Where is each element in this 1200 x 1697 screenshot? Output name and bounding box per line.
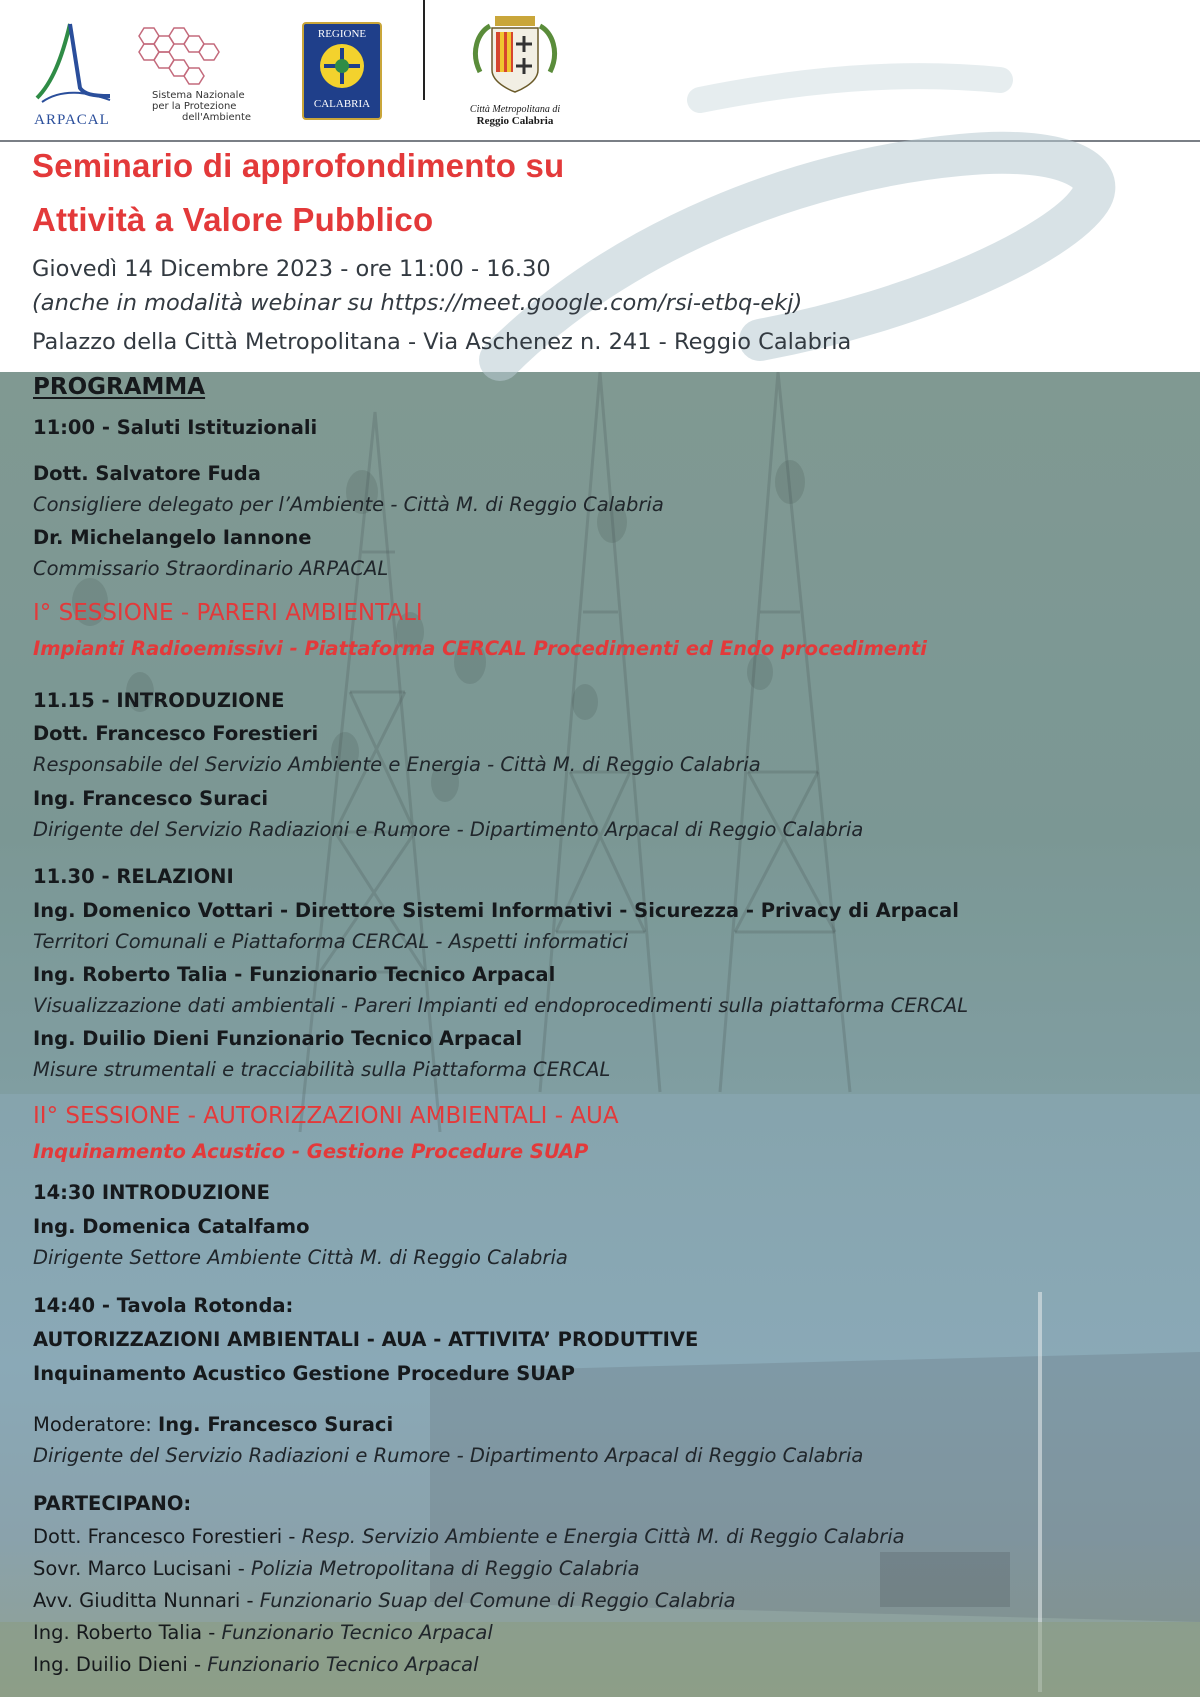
session-one-subtitle: Impianti Radioemissivi - Piattaforma CERCAL Procedimenti ed Endo procedimenti [33,637,927,660]
citta-line-2: Reggio Calabria [476,115,554,127]
seminar-title-line-1: Seminario di approfondimento su [32,147,565,184]
moderator-name: Ing. Francesco Suraci [158,1413,394,1436]
session-one-reports-time: 11.30 - RELAZIONI [33,865,234,888]
participant-role: Resp. Servizio Ambiente e Energia Città M. di Reggio Calabria [301,1525,905,1548]
snpa-line-3: dell'Ambiente [182,112,252,123]
round-table-time: 14:40 - Tavola Rotonda: [33,1294,294,1317]
participant-name: Ing. Roberto Talia - [33,1621,222,1644]
participant-name: Avv. Giuditta Nunnari - [33,1589,260,1612]
speaker-talia-topic: Visualizzazione dati ambientali - Pareri Impianti ed endoprocedimenti sulla piattaforma CERCAL [33,994,969,1017]
speaker-catalfamo-name: Ing. Domenica Catalfamo [33,1215,310,1238]
round-table-topic-1: AUTORIZZAZIONI AMBIENTALI - AUA - ATTIVITA’ PRODUTTIVE [33,1328,699,1351]
participant-role: Funzionario Tecnico Arpacal [221,1621,493,1644]
speaker-suraci-role: Dirigente del Servizio Radiazioni e Rumore - Dipartimento Arpacal di Reggio Calabria [33,818,864,841]
participants-heading: PARTECIPANO: [33,1492,192,1515]
moderator-line [33,1412,393,1438]
speaker-iannone-name: Dr. Michelangelo Iannone [33,526,312,549]
round-table-topic-2: Inquinamento Acustico Gestione Procedure SUAP [33,1362,575,1385]
speaker-fuda-role: Consigliere delegato per l’Ambiente - Città M. di Reggio Calabria [33,493,664,516]
participant-row [33,1620,493,1646]
session-one-title: I° SESSIONE - PARERI AMBIENTALI [33,600,423,626]
participant-name: Sovr. Marco Lucisani - [33,1557,252,1580]
session-one-intro-time: 11.15 - INTRODUZIONE [33,689,285,712]
programme-heading: PROGRAMMA [33,374,206,400]
speaker-dieni: Ing. Duilio Dieni Funzionario Tecnico Arpacal [33,1027,523,1050]
participant-role: Funzionario Tecnico Arpacal [207,1653,479,1676]
participant-role: Funzionario Suap del Comune di Reggio Calabria [259,1589,736,1612]
participant-row [33,1588,736,1614]
session-two-intro-time: 14:30 INTRODUZIONE [33,1181,270,1204]
seminar-title-line-2: Attività a Valore Pubblico [32,201,434,238]
participant-row [33,1524,905,1550]
session-two-subtitle: Inquinamento Acustico - Gestione Procedure SUAP [33,1140,589,1163]
welcome-time: 11:00 - Saluti Istituzionali [33,416,318,439]
regione-line-2: CALABRIA [313,98,371,110]
webinar-link-line[interactable]: (anche in modalità webinar su https://meet.google.com/rsi-etbq-ekj) [32,290,803,316]
session-two-title: II° SESSIONE - AUTORIZZAZIONI AMBIENTALI - AUA [33,1103,619,1129]
snpa-line-1: Sistema Nazionale [152,90,245,101]
speaker-forestieri-role: Responsabile del Servizio Ambiente e Energia - Città M. di Reggio Calabria [33,753,761,776]
snpa-line-2: per la Protezione [152,101,237,112]
speaker-vottari: Ing. Domenico Vottari - Direttore Sistemi Informativi - Sicurezza - Privacy di Arpacal [33,899,959,922]
participant-row [33,1652,479,1678]
regione-line-1: REGIONE [317,28,367,40]
speaker-talia: Ing. Roberto Talia - Funzionario Tecnico Arpacal [33,963,556,986]
participant-role: Polizia Metropolitana di Reggio Calabria [251,1557,640,1580]
speaker-forestieri-name: Dott. Francesco Forestieri [33,722,319,745]
venue-line: Palazzo della Città Metropolitana - Via Aschenez n. 241 - Reggio Calabria [32,329,852,355]
citta-line-1: Città Metropolitana di [469,104,561,115]
speaker-dieni-topic: Misure strumentali e tracciabilità sulla Piattaforma CERCAL [33,1058,611,1081]
speaker-iannone-role: Commissario Straordinario ARPACAL [33,557,389,580]
moderator-label: Moderatore: [33,1413,159,1436]
participant-name: Ing. Duilio Dieni - [33,1653,208,1676]
moderator-role: Dirigente del Servizio Radiazioni e Rumore - Dipartimento Arpacal di Reggio Calabria [33,1444,864,1467]
speaker-catalfamo-role: Dirigente Settore Ambiente Città M. di Reggio Calabria [33,1246,568,1269]
participant-name: Dott. Francesco Forestieri - [33,1525,302,1548]
speaker-fuda-name: Dott. Salvatore Fuda [33,462,261,485]
date-time-line: Giovedì 14 Dicembre 2023 - ore 11:00 - 16.30 [32,256,551,282]
participant-row [33,1556,640,1582]
arpacal-logo-text: ARPACAL [34,112,110,128]
speaker-vottari-topic: Territori Comunali e Piattaforma CERCAL - Aspetti informatici [33,930,629,953]
speaker-suraci-name: Ing. Francesco Suraci [33,787,269,810]
